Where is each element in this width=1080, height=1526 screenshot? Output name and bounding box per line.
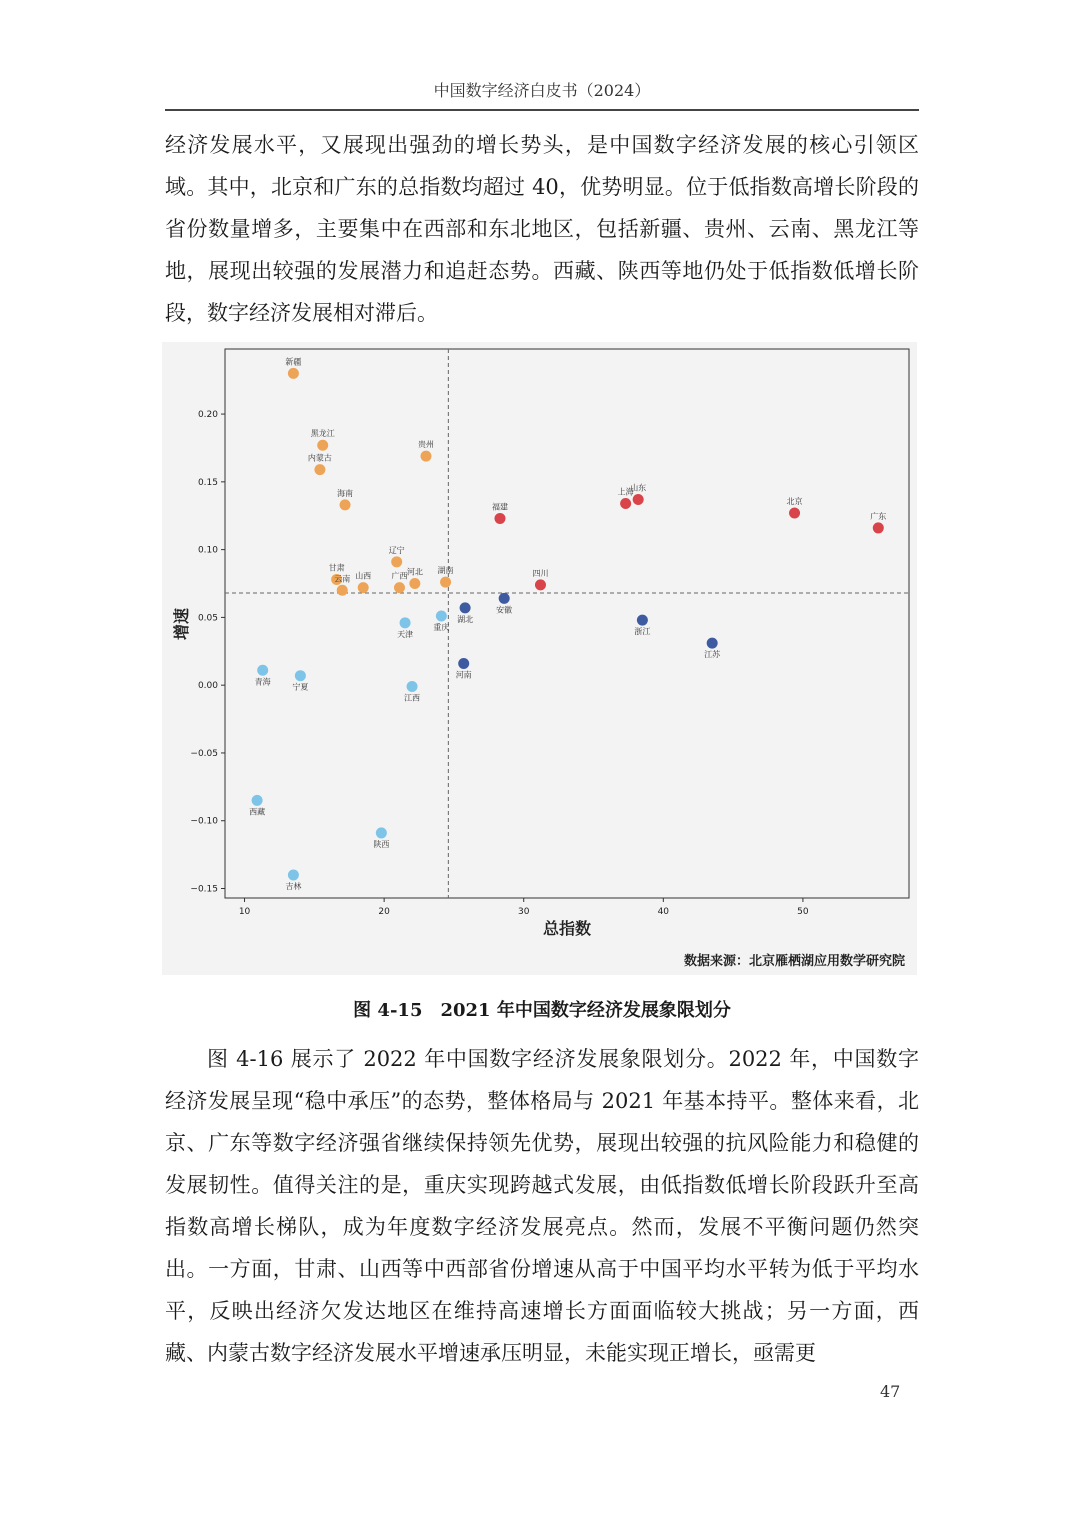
- data-point: [394, 582, 405, 593]
- quadrant-scatter-figure: [162, 342, 917, 975]
- data-point: [873, 522, 884, 533]
- data-point: [633, 494, 644, 505]
- data-point: [407, 681, 418, 692]
- data-point: [358, 582, 369, 593]
- data-point: [494, 513, 505, 524]
- data-point-label: 江西: [404, 693, 421, 703]
- scatter-chart: [162, 342, 917, 975]
- data-point-label: 河北: [406, 567, 423, 577]
- x-tick-label: 20: [378, 907, 390, 917]
- data-point: [637, 615, 648, 626]
- data-point-label: 湖南: [437, 566, 454, 576]
- data-point-label: 西藏: [249, 807, 266, 817]
- data-point: [460, 602, 471, 613]
- data-point-label: 海南: [337, 488, 354, 498]
- data-point-label: 吉林: [285, 881, 302, 891]
- data-point-label: 辽宁: [388, 545, 405, 555]
- data-point: [295, 670, 306, 681]
- data-point: [376, 827, 387, 838]
- data-point: [458, 658, 469, 669]
- data-point-label: 云南: [334, 574, 351, 584]
- data-point: [340, 499, 351, 510]
- data-point-label: 山东: [630, 483, 647, 493]
- data-point: [391, 556, 402, 567]
- x-axis-ticks: [239, 898, 809, 917]
- y-axis-title: 增速: [172, 607, 191, 641]
- data-point: [400, 617, 411, 628]
- data-point-label: 江苏: [704, 650, 721, 660]
- data-point-label: 广东: [870, 511, 887, 521]
- data-point: [257, 665, 268, 676]
- data-point-label: 贵州: [418, 440, 435, 450]
- data-point-label: 新疆: [285, 357, 302, 367]
- y-tick-label: −0.15: [190, 884, 218, 895]
- data-point: [620, 498, 631, 509]
- paragraph-1: 经济发展水平，又展现出强劲的增长势头，是中国数字经济发展的核心引领区域。其中，北京和广东的总指数均超过 40，优势明显。位于低指数高增长阶段的省份数量增多，主要集中在西部和东北地区，包括新疆、贵州、云南、黑龙江等地，展现出较强的发展潜力和追赶态势。西藏、陕西等地仍处于低指数低增长阶段，数字经济发展相对滞后。: [165, 133, 919, 325]
- data-point: [440, 577, 451, 588]
- data-point-label: 浙江: [634, 627, 651, 637]
- y-tick-label: 0.20: [197, 410, 218, 421]
- data-point-label: 甘肃: [328, 563, 345, 573]
- data-point-label: 重庆: [433, 623, 450, 633]
- data-point-label: 山西: [355, 571, 372, 581]
- data-point-label: 福建: [491, 502, 508, 512]
- y-tick-label: −0.05: [190, 748, 218, 759]
- data-point: [789, 508, 800, 519]
- data-point-label: 黑龙江: [310, 429, 335, 439]
- y-tick-label: 0.15: [197, 477, 218, 488]
- data-point-label: 青海: [254, 677, 271, 687]
- data-point: [535, 579, 546, 590]
- x-tick-label: 30: [518, 907, 530, 917]
- data-point: [317, 440, 328, 451]
- data-point-label: 天津: [397, 629, 414, 639]
- y-axis-ticks: [190, 410, 225, 894]
- data-point: [436, 611, 447, 622]
- data-point: [252, 795, 263, 806]
- data-point-label: 四川: [532, 568, 549, 578]
- data-point: [421, 451, 432, 462]
- y-tick-label: 0.05: [197, 613, 218, 624]
- data-point-label: 河南: [455, 670, 472, 680]
- data-point-label: 上海: [617, 487, 634, 497]
- data-point: [288, 368, 299, 379]
- data-point: [314, 464, 325, 475]
- paragraph-2: 图 4-16 展示了 2022 年中国数字经济发展象限划分。2022 年，中国数字经济发展呈现“稳中承压”的态势，整体格局与 2021 年基本持平。整体来看，北京、广东等数字经济强省继续保持领先优势，展现出较强的抗风险能力和稳健的发展韧性。值得关注的是，重庆实现跨越式发展，由低指数低增长阶段跃升至高指数高增长梯队，成为年度数字经济发展亮点。然而，发展不平衡问题仍然突出。一方面，甘肃、山西等中西部省份增速从高于中国平均水平转为低于平均水平，反映出经济欠发达地区在维持高速增长方面面临较大挑战；另一方面，西藏、内蒙古数字经济发展水平增速承压明显，未能实现正增长，亟需更: [165, 1047, 919, 1365]
- y-tick-label: 0.00: [197, 681, 218, 692]
- data-point: [499, 593, 510, 604]
- data-point-label: 北京: [786, 497, 803, 507]
- x-axis-title: 总指数: [542, 919, 592, 938]
- data-point-label: 宁夏: [292, 682, 309, 692]
- data-point: [409, 578, 420, 589]
- data-point-label: 湖北: [457, 614, 474, 624]
- x-tick-label: 40: [657, 907, 670, 917]
- x-tick-label: 10: [238, 907, 251, 917]
- x-tick-label: 50: [797, 907, 809, 917]
- data-point-label: 广西: [391, 571, 408, 581]
- data-point-label: 安徽: [496, 605, 513, 615]
- y-tick-label: 0.10: [197, 545, 218, 556]
- data-point-label: 内蒙古: [307, 453, 332, 463]
- y-tick-label: −0.10: [190, 816, 218, 827]
- data-source-note: 数据来源：北京雁栖湖应用数学研究院: [683, 954, 905, 969]
- running-header: 中国数字经济白皮书（2024）: [433, 81, 651, 100]
- data-point: [707, 638, 718, 649]
- page-number: 47: [880, 1382, 901, 1401]
- data-point-label: 陕西: [373, 839, 390, 849]
- data-point: [288, 869, 299, 880]
- header-rule: [165, 109, 919, 111]
- figure-caption: 图 4-15 2021 年中国数字经济发展象限划分: [353, 1000, 731, 1021]
- data-point: [337, 585, 348, 596]
